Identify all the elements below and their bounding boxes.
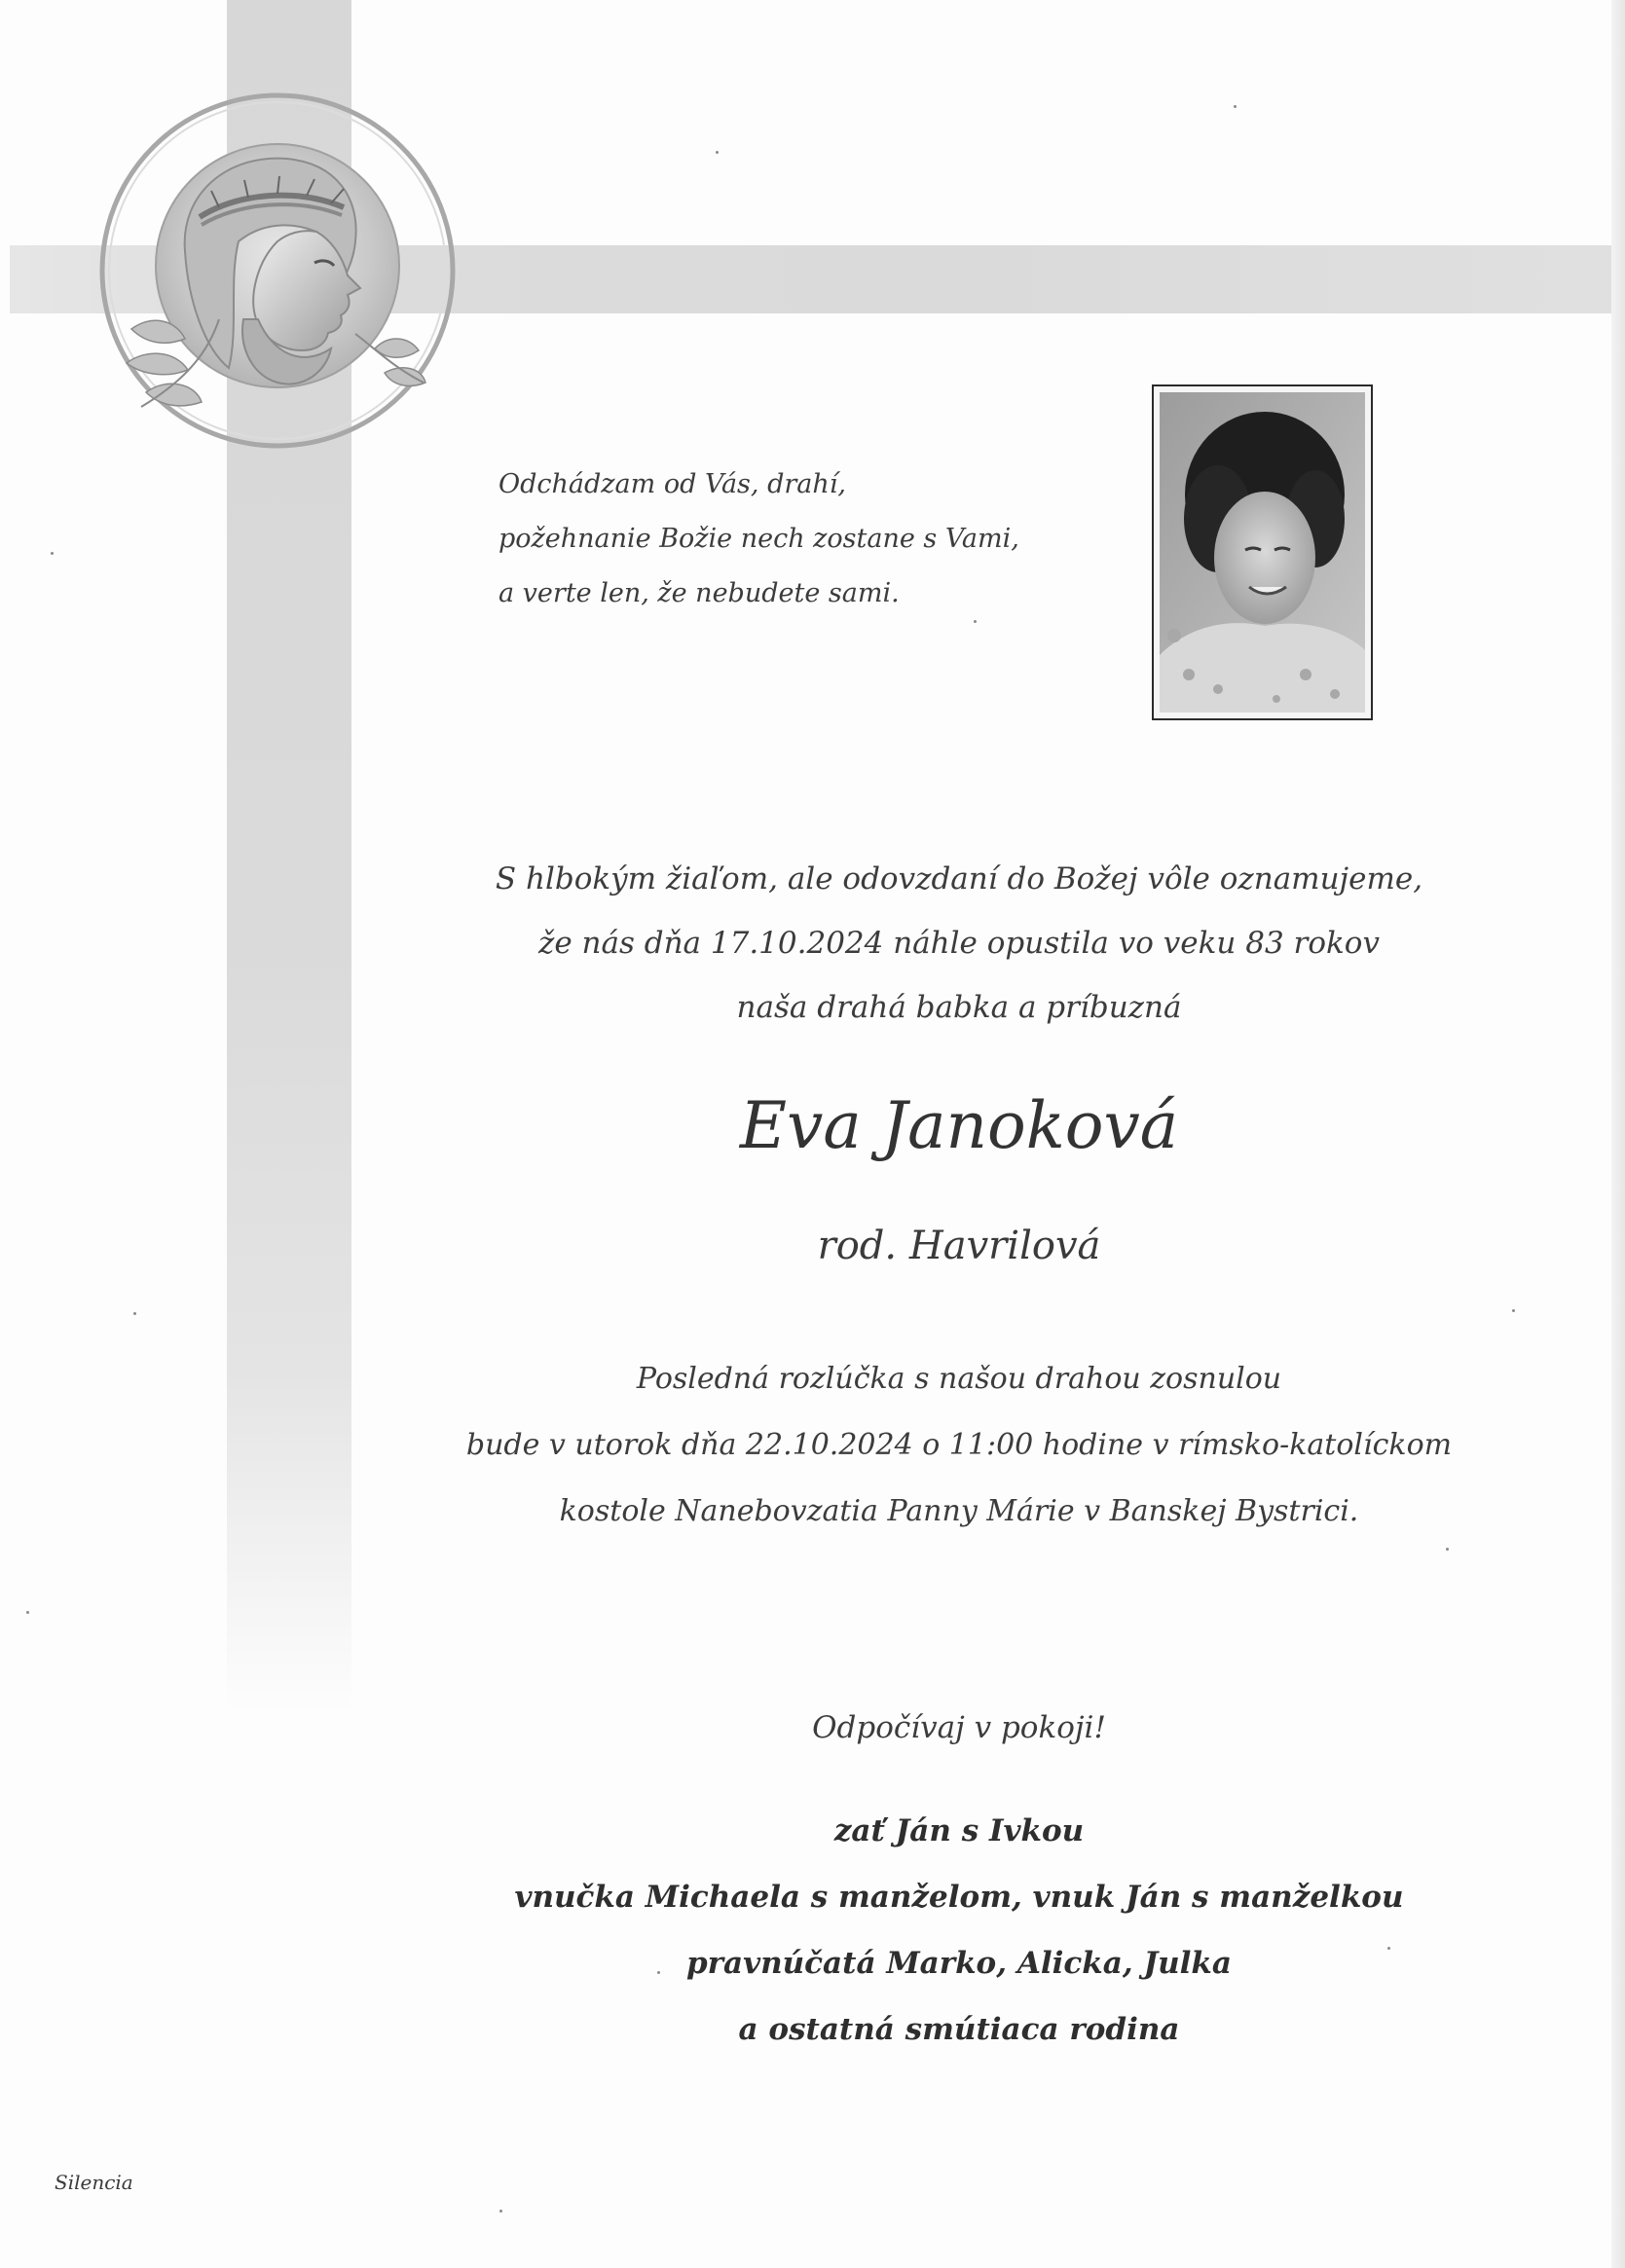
deceased-name: Eva Janoková [739,1088,1179,1163]
scan-edge [1611,0,1625,2268]
portrait-photo-image [1160,392,1365,713]
portrait-photo [1152,384,1373,720]
family-line: zať Ján s Ivkou [833,1813,1085,1848]
christ-head-medallion-icon [92,86,462,456]
mourning-family [389,1798,1529,2063]
announcement-line: S hlbokým žiaľom, ale odovzdaní do Božej vôle oznamujeme, [495,861,1423,896]
family-line: a ostatná smútiaca rodina [738,2012,1180,2047]
quote-line: Odchádzam od Vás, drahí, [499,469,846,499]
farewell-quote [499,457,1044,621]
footer-brand: Silencia [55,2171,133,2194]
deceased-maiden-name: rod. Havrilová [817,1224,1101,1268]
funeral-line: bude v utorok dňa 22.10.2024 o 11:00 hodine v rímsko-katolíckom [465,1428,1453,1462]
quote-line: a verte len, že nebudete sami. [499,578,900,608]
announcement-line: že nás dňa 17.10.2024 náhle opustila vo veku 83 rokov [537,926,1380,961]
funeral-line: Posledná rozlúčka s našou drahou zosnulou [636,1362,1282,1396]
announcement-line: naša drahá babka a príbuzná [736,990,1182,1025]
death-announcement [389,847,1529,1040]
family-line: vnučka Michaela s manželom, vnuk Ján s manželkou [514,1880,1404,1915]
family-line: pravnúčatá Marko, Alicka, Julka [686,1946,1232,1981]
funeral-line: kostole Nanebovzatia Panny Márie v Banskej Bystrici. [559,1494,1359,1528]
closing-blessing: Odpočívaj v pokoji! [812,1710,1106,1745]
quote-line: požehnanie Božie nech zostane s Vami, [499,524,1019,554]
funeral-details [389,1346,1529,1545]
